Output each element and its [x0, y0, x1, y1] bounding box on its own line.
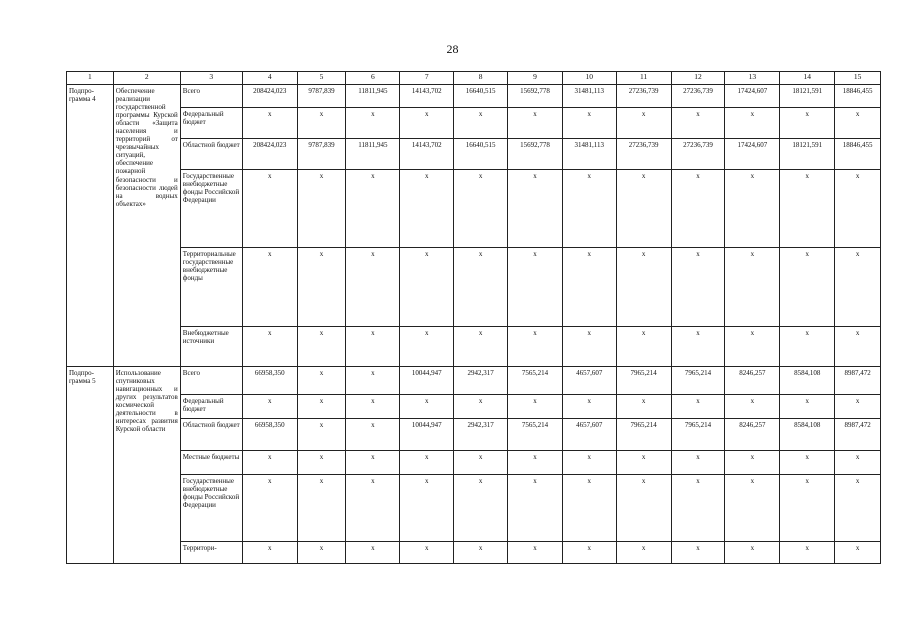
value-cell: х [835, 395, 881, 419]
value-cell: х [400, 327, 454, 367]
value-cell: х [725, 451, 780, 475]
value-cell: 66958,350 [242, 367, 297, 395]
value-cell: х [508, 327, 563, 367]
value-cell: х [562, 108, 616, 139]
value-cell: 8246,257 [725, 419, 780, 451]
value-cell: х [297, 451, 346, 475]
value-cell: 31481,113 [562, 139, 616, 170]
value-cell: х [725, 395, 780, 419]
value-cell: х [780, 170, 835, 248]
value-cell: х [400, 170, 454, 248]
value-cell: х [780, 395, 835, 419]
value-cell: х [400, 248, 454, 327]
value-cell: х [616, 170, 671, 248]
value-cell: х [562, 542, 616, 564]
value-cell: х [671, 170, 725, 248]
value-cell: х [725, 542, 780, 564]
value-cell: 10044,947 [400, 419, 454, 451]
value-cell: х [508, 108, 563, 139]
value-cell: х [671, 327, 725, 367]
table-row [67, 475, 881, 542]
value-cell: 9787,839 [297, 139, 346, 170]
value-cell: 17424,607 [725, 139, 780, 170]
table-row [67, 170, 881, 248]
program-description: Обеспечение реализации государственной программы Курской области «Защита населения и территорий от чрезвычайных ситуаций, обеспечение пожарной безопасности и безопасности людей на водных объектах» [113, 85, 180, 367]
value-cell: 4657,607 [562, 419, 616, 451]
value-cell: 16640,515 [454, 85, 508, 108]
value-cell: 18846,455 [835, 85, 881, 108]
value-cell: х [297, 542, 346, 564]
table-row [67, 367, 881, 395]
value-cell: х [616, 451, 671, 475]
value-cell: 18846,455 [835, 139, 881, 170]
value-cell: х [454, 542, 508, 564]
value-cell: х [616, 395, 671, 419]
table-row [67, 108, 881, 139]
value-cell: х [616, 475, 671, 542]
value-cell: х [297, 419, 346, 451]
value-cell: 4657,607 [562, 367, 616, 395]
value-cell: 7965,214 [671, 367, 725, 395]
funding-source: Территори- [180, 542, 242, 564]
value-cell: х [454, 451, 508, 475]
value-cell: х [297, 170, 346, 248]
value-cell: 8987,472 [835, 367, 881, 395]
value-cell: х [242, 108, 297, 139]
column-header: 7 [400, 72, 454, 85]
table-row [67, 327, 881, 367]
value-cell: х [725, 475, 780, 542]
value-cell: х [400, 108, 454, 139]
value-cell: 11811,945 [346, 139, 400, 170]
column-header: 11 [616, 72, 671, 85]
value-cell: х [671, 395, 725, 419]
column-header: 9 [508, 72, 563, 85]
value-cell: х [454, 108, 508, 139]
value-cell: х [454, 475, 508, 542]
column-header: 2 [113, 72, 180, 85]
value-cell: х [297, 248, 346, 327]
value-cell: х [671, 451, 725, 475]
value-cell: 14143,702 [400, 139, 454, 170]
value-cell: х [242, 542, 297, 564]
value-cell: х [616, 248, 671, 327]
funding-source: Всего [180, 367, 242, 395]
value-cell: 7965,214 [616, 367, 671, 395]
value-cell: х [346, 327, 400, 367]
value-cell: 2942,317 [454, 367, 508, 395]
value-cell: х [346, 367, 400, 395]
value-cell: 8246,257 [725, 367, 780, 395]
program-description: Использование спутниковых навигационных и других результатов космической деятельности в интересах развития Курской области [113, 367, 180, 564]
value-cell: х [346, 395, 400, 419]
value-cell: 2942,317 [454, 419, 508, 451]
table-row [67, 451, 881, 475]
value-cell: х [562, 327, 616, 367]
value-cell: 14143,702 [400, 85, 454, 108]
funding-source: Государственные внебюджетные фонды Российской Федерации [180, 170, 242, 248]
value-cell: х [616, 327, 671, 367]
value-cell: х [725, 248, 780, 327]
value-cell: х [242, 475, 297, 542]
value-cell: х [508, 395, 563, 419]
value-cell: х [297, 367, 346, 395]
value-cell: 17424,607 [725, 85, 780, 108]
column-header: 8 [454, 72, 508, 85]
value-cell: х [835, 327, 881, 367]
value-cell: 7565,214 [508, 367, 563, 395]
value-cell: х [780, 327, 835, 367]
value-cell: х [346, 451, 400, 475]
value-cell: х [508, 248, 563, 327]
value-cell: х [562, 170, 616, 248]
value-cell: 7565,214 [508, 419, 563, 451]
value-cell: х [508, 475, 563, 542]
value-cell: 7965,214 [671, 419, 725, 451]
value-cell: х [835, 108, 881, 139]
value-cell: 15692,778 [508, 85, 563, 108]
value-cell: х [835, 248, 881, 327]
funding-source: Федеральный бюджет [180, 395, 242, 419]
funding-source: Всего [180, 85, 242, 108]
value-cell: х [835, 542, 881, 564]
value-cell: х [242, 170, 297, 248]
value-cell: 31481,113 [562, 85, 616, 108]
value-cell: х [454, 327, 508, 367]
value-cell: х [835, 451, 881, 475]
value-cell: х [297, 108, 346, 139]
value-cell: х [346, 475, 400, 542]
value-cell: 66958,350 [242, 419, 297, 451]
value-cell: х [780, 542, 835, 564]
value-cell: 18121,591 [780, 139, 835, 170]
table-row [67, 395, 881, 419]
header-row [67, 72, 881, 85]
column-header: 12 [671, 72, 725, 85]
value-cell: 8987,472 [835, 419, 881, 451]
value-cell: х [400, 395, 454, 419]
funding-source: Областной бюджет [180, 139, 242, 170]
table-row [67, 419, 881, 451]
value-cell: 27236,739 [671, 85, 725, 108]
value-cell: 208424,023 [242, 85, 297, 108]
column-header: 5 [297, 72, 346, 85]
table-row [67, 542, 881, 564]
value-cell: 27236,739 [671, 139, 725, 170]
value-cell: х [671, 248, 725, 327]
funding-source: Областной бюджет [180, 419, 242, 451]
column-header: 15 [835, 72, 881, 85]
value-cell: х [725, 327, 780, 367]
column-header: 1 [67, 72, 114, 85]
value-cell: х [346, 170, 400, 248]
value-cell: х [562, 451, 616, 475]
page-number: 28 [446, 42, 459, 56]
value-cell: 9787,839 [297, 85, 346, 108]
column-header: 14 [780, 72, 835, 85]
value-cell: 10044,947 [400, 367, 454, 395]
value-cell: х [400, 542, 454, 564]
value-cell: х [400, 451, 454, 475]
value-cell: х [242, 451, 297, 475]
program-name: Подпро-грамма 5 [67, 367, 114, 564]
value-cell: х [562, 475, 616, 542]
column-header: 6 [346, 72, 400, 85]
value-cell: х [242, 248, 297, 327]
value-cell: х [297, 475, 346, 542]
value-cell: х [725, 108, 780, 139]
value-cell: х [671, 475, 725, 542]
table-row [67, 85, 881, 108]
value-cell: х [562, 395, 616, 419]
value-cell: х [562, 248, 616, 327]
value-cell: х [242, 327, 297, 367]
value-cell: 8584,108 [780, 419, 835, 451]
value-cell: 8584,108 [780, 367, 835, 395]
value-cell: х [671, 108, 725, 139]
value-cell: 27236,739 [616, 85, 671, 108]
value-cell: 27236,739 [616, 139, 671, 170]
value-cell: х [780, 108, 835, 139]
value-cell: х [671, 542, 725, 564]
column-header: 13 [725, 72, 780, 85]
value-cell: х [616, 108, 671, 139]
value-cell: х [508, 542, 563, 564]
value-cell: х [780, 248, 835, 327]
value-cell: х [454, 395, 508, 419]
value-cell: х [835, 475, 881, 542]
value-cell: х [780, 475, 835, 542]
value-cell: х [835, 170, 881, 248]
value-cell: х [454, 170, 508, 248]
value-cell: х [297, 327, 346, 367]
column-header: 4 [242, 72, 297, 85]
funding-table [66, 71, 881, 564]
value-cell: х [242, 395, 297, 419]
value-cell: 208424,023 [242, 139, 297, 170]
funding-source: Внебюджетные источники [180, 327, 242, 367]
value-cell: 11811,945 [346, 85, 400, 108]
column-header: 3 [180, 72, 242, 85]
value-cell: х [346, 108, 400, 139]
value-cell: 18121,591 [780, 85, 835, 108]
column-header: 10 [562, 72, 616, 85]
funding-source: Местные бюджеты [180, 451, 242, 475]
table-row [67, 248, 881, 327]
value-cell: х [400, 475, 454, 542]
value-cell: х [725, 170, 780, 248]
value-cell: х [454, 248, 508, 327]
program-name: Подпро-грамма 4 [67, 85, 114, 367]
table-row [67, 139, 881, 170]
value-cell: х [780, 451, 835, 475]
value-cell: х [346, 419, 400, 451]
value-cell: х [508, 170, 563, 248]
value-cell: х [508, 451, 563, 475]
value-cell: 7965,214 [616, 419, 671, 451]
value-cell: х [346, 542, 400, 564]
value-cell: х [297, 395, 346, 419]
value-cell: х [616, 542, 671, 564]
value-cell: 16640,515 [454, 139, 508, 170]
funding-source: Государственные внебюджетные фонды Российской Федерации [180, 475, 242, 542]
funding-source: Федеральный бюджет [180, 108, 242, 139]
funding-source: Территориальные государственные внебюджетные фонды [180, 248, 242, 327]
value-cell: х [346, 248, 400, 327]
value-cell: 15692,778 [508, 139, 563, 170]
